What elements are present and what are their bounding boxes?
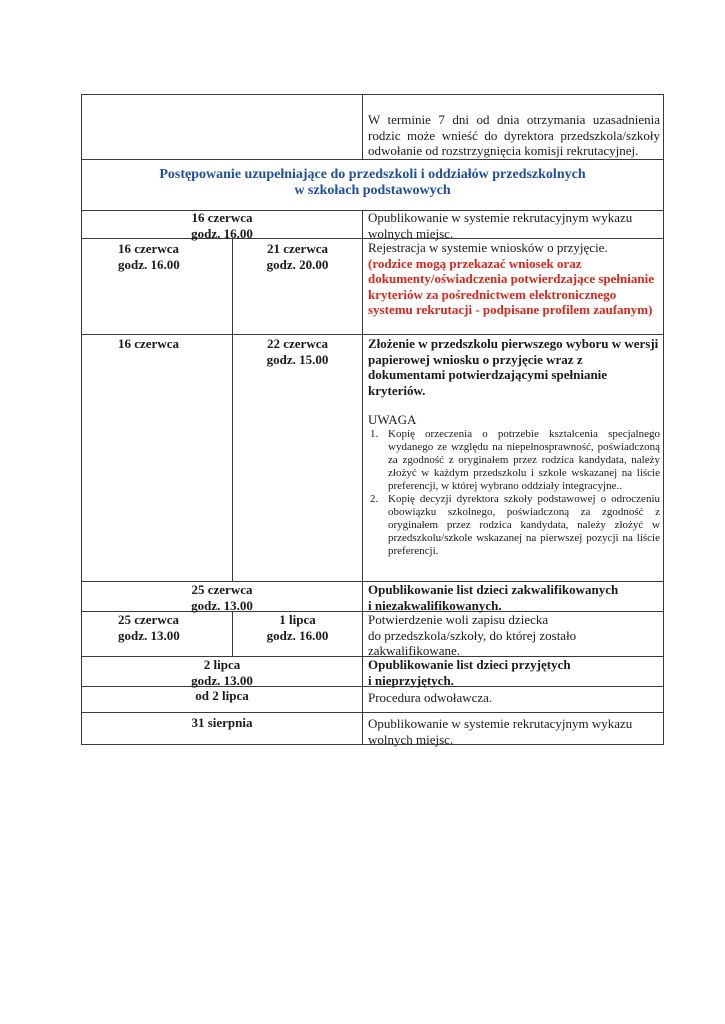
row3-to-line2: godz. 15.00 [266, 351, 329, 367]
section-header-line1: Postępowanie uzupełniające do przedszkoli i oddziałów przedszkolnych [159, 167, 586, 182]
row6-date-line2: godz. 13.00 [191, 672, 253, 688]
row8-description [368, 716, 660, 747]
row-divider [81, 334, 664, 335]
row1-date [82, 210, 362, 241]
row1-description [368, 210, 660, 241]
appeal-info-text: W terminie 7 dni od dnia otrzymania uzasadnienia rodzic może wnieść do dyrektora przedszkola/szkoły odwołanie od rozstrzygnięcia komisji rekrutacyjnej. [368, 112, 660, 158]
table-border-right [663, 94, 664, 745]
row6-date [82, 657, 362, 688]
row6-desc-line2: i nieprzyjętych. [368, 672, 454, 688]
row2-from-line1: 16 czerwca [118, 241, 179, 256]
row1-desc-line2: wolnych miejsc. [368, 225, 454, 241]
note-item-text: Kopię decyzji dyrektora szkoły podstawowej o odroczeniu obowiązku szkolnego, poświadczoną za zgodność z oryginałem przez rodzica kandydata, należy złożyć w przedszkolu/szkole wskazanej na pierwszej pozycji na liście preferencji. [388, 492, 660, 557]
row5-desc-line3: zakwalifikowane. [368, 643, 461, 658]
row5-to-date [233, 612, 362, 643]
note-title: UWAGA [368, 412, 417, 427]
row2-description [368, 240, 660, 318]
row6-description [368, 657, 660, 688]
note-item [368, 428, 660, 493]
row5-desc-line2: do przedszkola/szkoły, do której zostało [368, 627, 577, 643]
row5-from-date [118, 612, 228, 643]
table-border-top [81, 94, 664, 95]
row-divider [81, 712, 664, 713]
row1-desc-line1: Opublikowanie w systemie rekrutacyjnym wykazu [368, 210, 633, 225]
note-item-number: 2. [370, 492, 379, 505]
row6-desc-line1: Opublikowanie list dzieci przyjętych [368, 657, 571, 672]
row4-date-line2: godz. 13.00 [191, 597, 253, 613]
row8-desc-line2: wolnych miejsc. [368, 731, 454, 747]
row4-date [82, 582, 362, 613]
column-divider [362, 94, 363, 160]
row1-date-line1: 16 czerwca [191, 210, 253, 225]
row7-description: Procedura odwoławcza. [368, 690, 493, 705]
row2-desc: Rejestracja w systemie wniosków o przyjęcie. [368, 240, 608, 255]
row8-date: 31 sierpnia [191, 715, 253, 730]
row2-to-date [233, 241, 362, 272]
row3-from-line1: 16 czerwca [118, 336, 179, 351]
row4-desc-line2: i niezakwalifikowanych. [368, 597, 502, 613]
row6-date-line1: 2 lipca [203, 657, 241, 672]
row4-desc-line1: Opublikowanie list dzieci zakwalifikowanych [368, 582, 619, 597]
row5-to-line1: 1 lipca [279, 612, 316, 627]
row4-description [368, 582, 660, 613]
row3-to-date [233, 336, 362, 367]
note-item [368, 493, 660, 558]
sub-column-divider [232, 238, 233, 582]
row5-from-line1: 25 czerwca [118, 612, 179, 627]
row5-to-line2: godz. 16.00 [266, 627, 329, 643]
section-header-line2: w szkołach podstawowych [294, 183, 451, 198]
row2-from-line2: godz. 16.00 [118, 256, 180, 272]
row8-desc-line1: Opublikowanie w systemie rekrutacyjnym wykazu [368, 716, 633, 731]
row-divider [81, 159, 664, 160]
row3-from-date [118, 336, 228, 352]
row1-date-line2: godz. 16.00 [191, 225, 253, 241]
row5-description [368, 612, 660, 659]
row3-to-line1: 22 czerwca [267, 336, 328, 351]
row2-from-date [118, 241, 228, 272]
row3-description [368, 336, 660, 558]
row7-date: od 2 lipca [195, 688, 249, 703]
row2-desc-red: (rodzice mogą przekazać wniosek oraz dokumenty/oświadczenia potwierdzające spełnianie kryteriów za pośrednictwem elektronicznego systemu rekrutacji - podpisane profilem zaufanym) [368, 255, 654, 317]
row2-to-line1: 21 czerwca [267, 241, 328, 256]
row5-desc-line1: Potwierdzenie woli zapisu dziecka [368, 612, 549, 627]
note-list [368, 428, 660, 558]
column-divider [362, 210, 363, 745]
row4-date-line1: 25 czerwca [191, 582, 253, 597]
note-item-text: Kopię orzeczenia o potrzebie kształcenia specjalnego wydanego ze względu na niepełnosprawność, poświadczoną za zgodność z oryginałem przez rodzica kandydata, należy złożyć w każdym przedszkolu i szkole wskazanej na liście preferencji, w której wybrano oddziały integracyjne.. [388, 427, 660, 492]
row5-from-line2: godz. 13.00 [118, 627, 180, 643]
row2-to-line2: godz. 20.00 [266, 256, 329, 272]
row3-desc-bold: Złożenie w przedszkolu pierwszego wyboru w wersji papierowej wniosku o przyjęcie wraz z dokumentami potwierdzającymi spełnianie kryteriów. [368, 336, 659, 398]
section-header [82, 167, 663, 199]
note-item-number: 1. [370, 427, 379, 440]
